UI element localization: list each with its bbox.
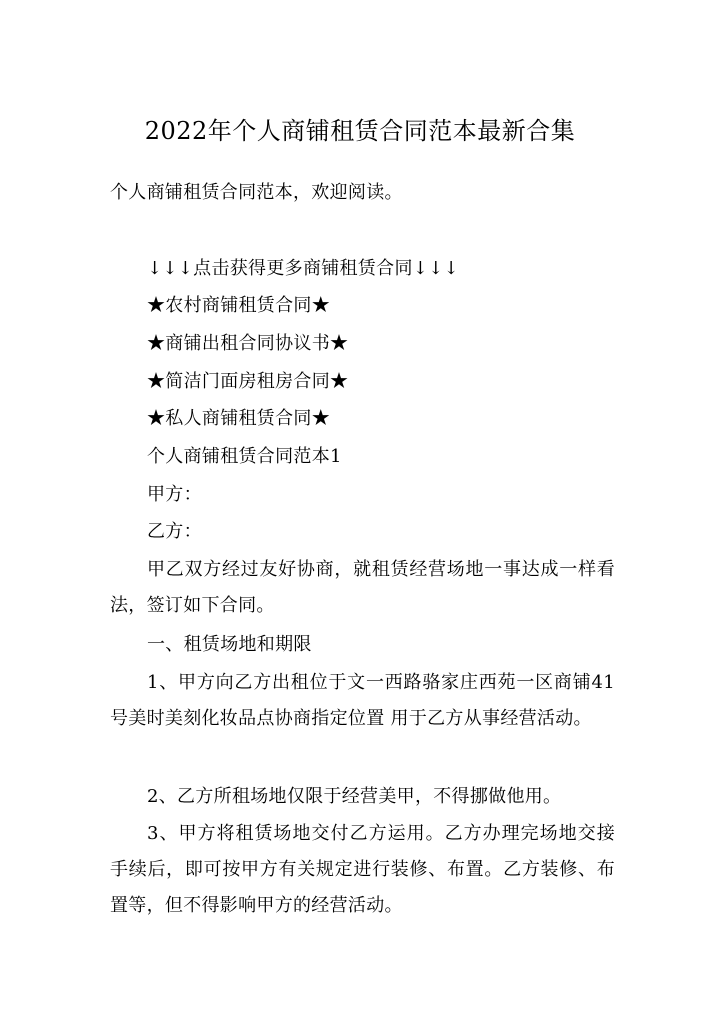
link-simple-storefront-lease[interactable]: ★简洁门面房租房合同★ (147, 371, 349, 392)
link-shop-rental-agreement[interactable]: ★商铺出租合同协议书★ (147, 333, 349, 354)
clause-3-paragraph: 3、甲方将租赁场地交付乙方运用。乙方办理完场地交接手续后，即可按甲方有关规定进行装修、布置。乙方装修、布置等，但不得影响甲方的经营活动。 (110, 823, 615, 916)
preamble-paragraph: 甲乙双方经过友好协商，就租赁经营场地一事达成一样看法，签订如下合同。 (110, 559, 615, 616)
document-title: 2022年个人商铺租赁合同范本最新合集 (144, 117, 576, 145)
party-b-label: 乙方： (147, 521, 202, 542)
links-header: ↓↓↓点击获得更多商铺租赁合同↓↓↓ (147, 258, 459, 279)
clause-2-paragraph: 2、乙方所租场地仅限于经营美甲，不得挪做他用。 (147, 786, 562, 807)
clause-1-paragraph: 1、甲方向乙方出租位于文一西路骆家庄西苑一区商铺41号美时美刻化妆品点协商指定位置 用于乙方从事经营活动。 (110, 672, 615, 729)
contract-heading: 个人商铺租赁合同范本1 (147, 446, 342, 467)
party-a-label: 甲方： (147, 484, 202, 505)
intro-text: 个人商铺租赁合同范本，欢迎阅读。 (110, 182, 403, 203)
link-rural-shop-lease[interactable]: ★农村商铺租赁合同★ (147, 295, 330, 316)
section1-heading: 一、租赁场地和期限 (147, 634, 312, 655)
link-private-shop-lease[interactable]: ★私人商铺租赁合同★ (147, 408, 330, 429)
